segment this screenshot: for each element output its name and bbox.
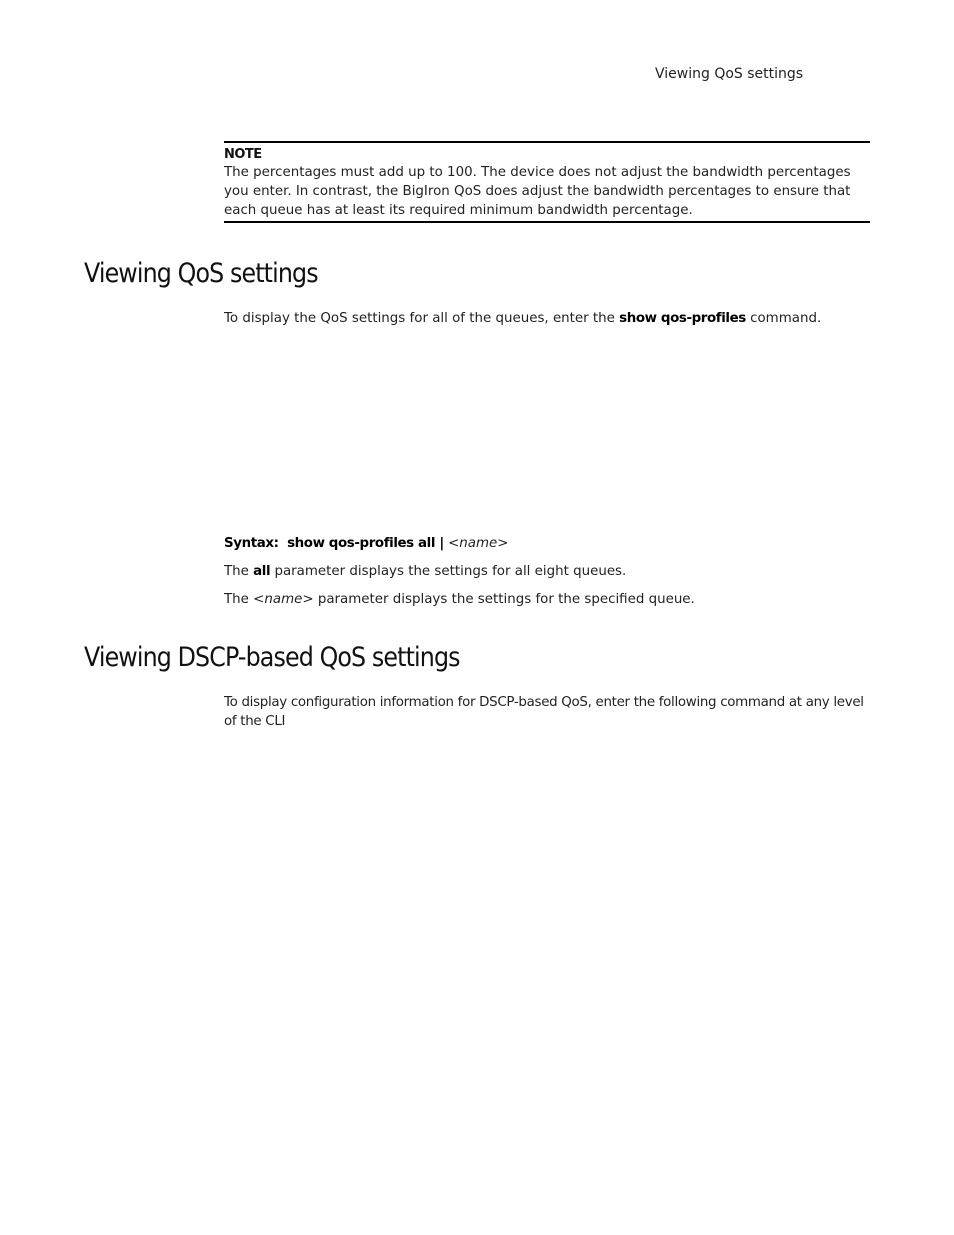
note-text: The percentages must add up to 100. The device does not adjust the bandwidth percentages you enter. In contrast, the BigIron QoS does adjust the bandwidth percentages to ensure that each queue has at least its required minimum bandwidth percentage.: [224, 165, 851, 218]
syntax-label: Syntax:: [224, 536, 279, 551]
all-prefix: The: [224, 564, 254, 579]
name-suffix: parameter displays the settings for the specified queue.: [313, 592, 695, 607]
section-heading-viewing-qos: Viewing QoS settings: [84, 258, 318, 289]
note-box: [224, 141, 870, 223]
all-keyword: all: [253, 564, 271, 579]
syntax-line: [224, 534, 870, 553]
qos-intro-paragraph: [224, 309, 870, 328]
syntax-separator: |: [439, 536, 444, 551]
dscp-intro-paragraph: To display configuration information for DSCP-based QoS, enter the following command at any level of the CLI: [224, 695, 864, 729]
qos-intro-command: show qos-profiles: [619, 311, 746, 326]
qos-intro-prefix: To display the QoS settings for all of the queues, enter the: [224, 311, 620, 326]
syntax-param: <name>: [448, 536, 509, 551]
section-heading-viewing-dscp-qos: Viewing DSCP-based QoS settings: [84, 642, 460, 673]
running-header: Viewing QoS settings: [655, 66, 804, 82]
all-param-description: [224, 562, 870, 581]
all-suffix: parameter displays the settings for all eight queues.: [270, 564, 627, 579]
note-label: NOTE: [224, 147, 262, 162]
name-prefix: The: [224, 592, 254, 607]
name-param: <name>: [253, 592, 314, 607]
name-param-description: [224, 590, 870, 609]
qos-intro-suffix: command.: [745, 311, 822, 326]
syntax-command: show qos-profiles all: [287, 536, 436, 551]
